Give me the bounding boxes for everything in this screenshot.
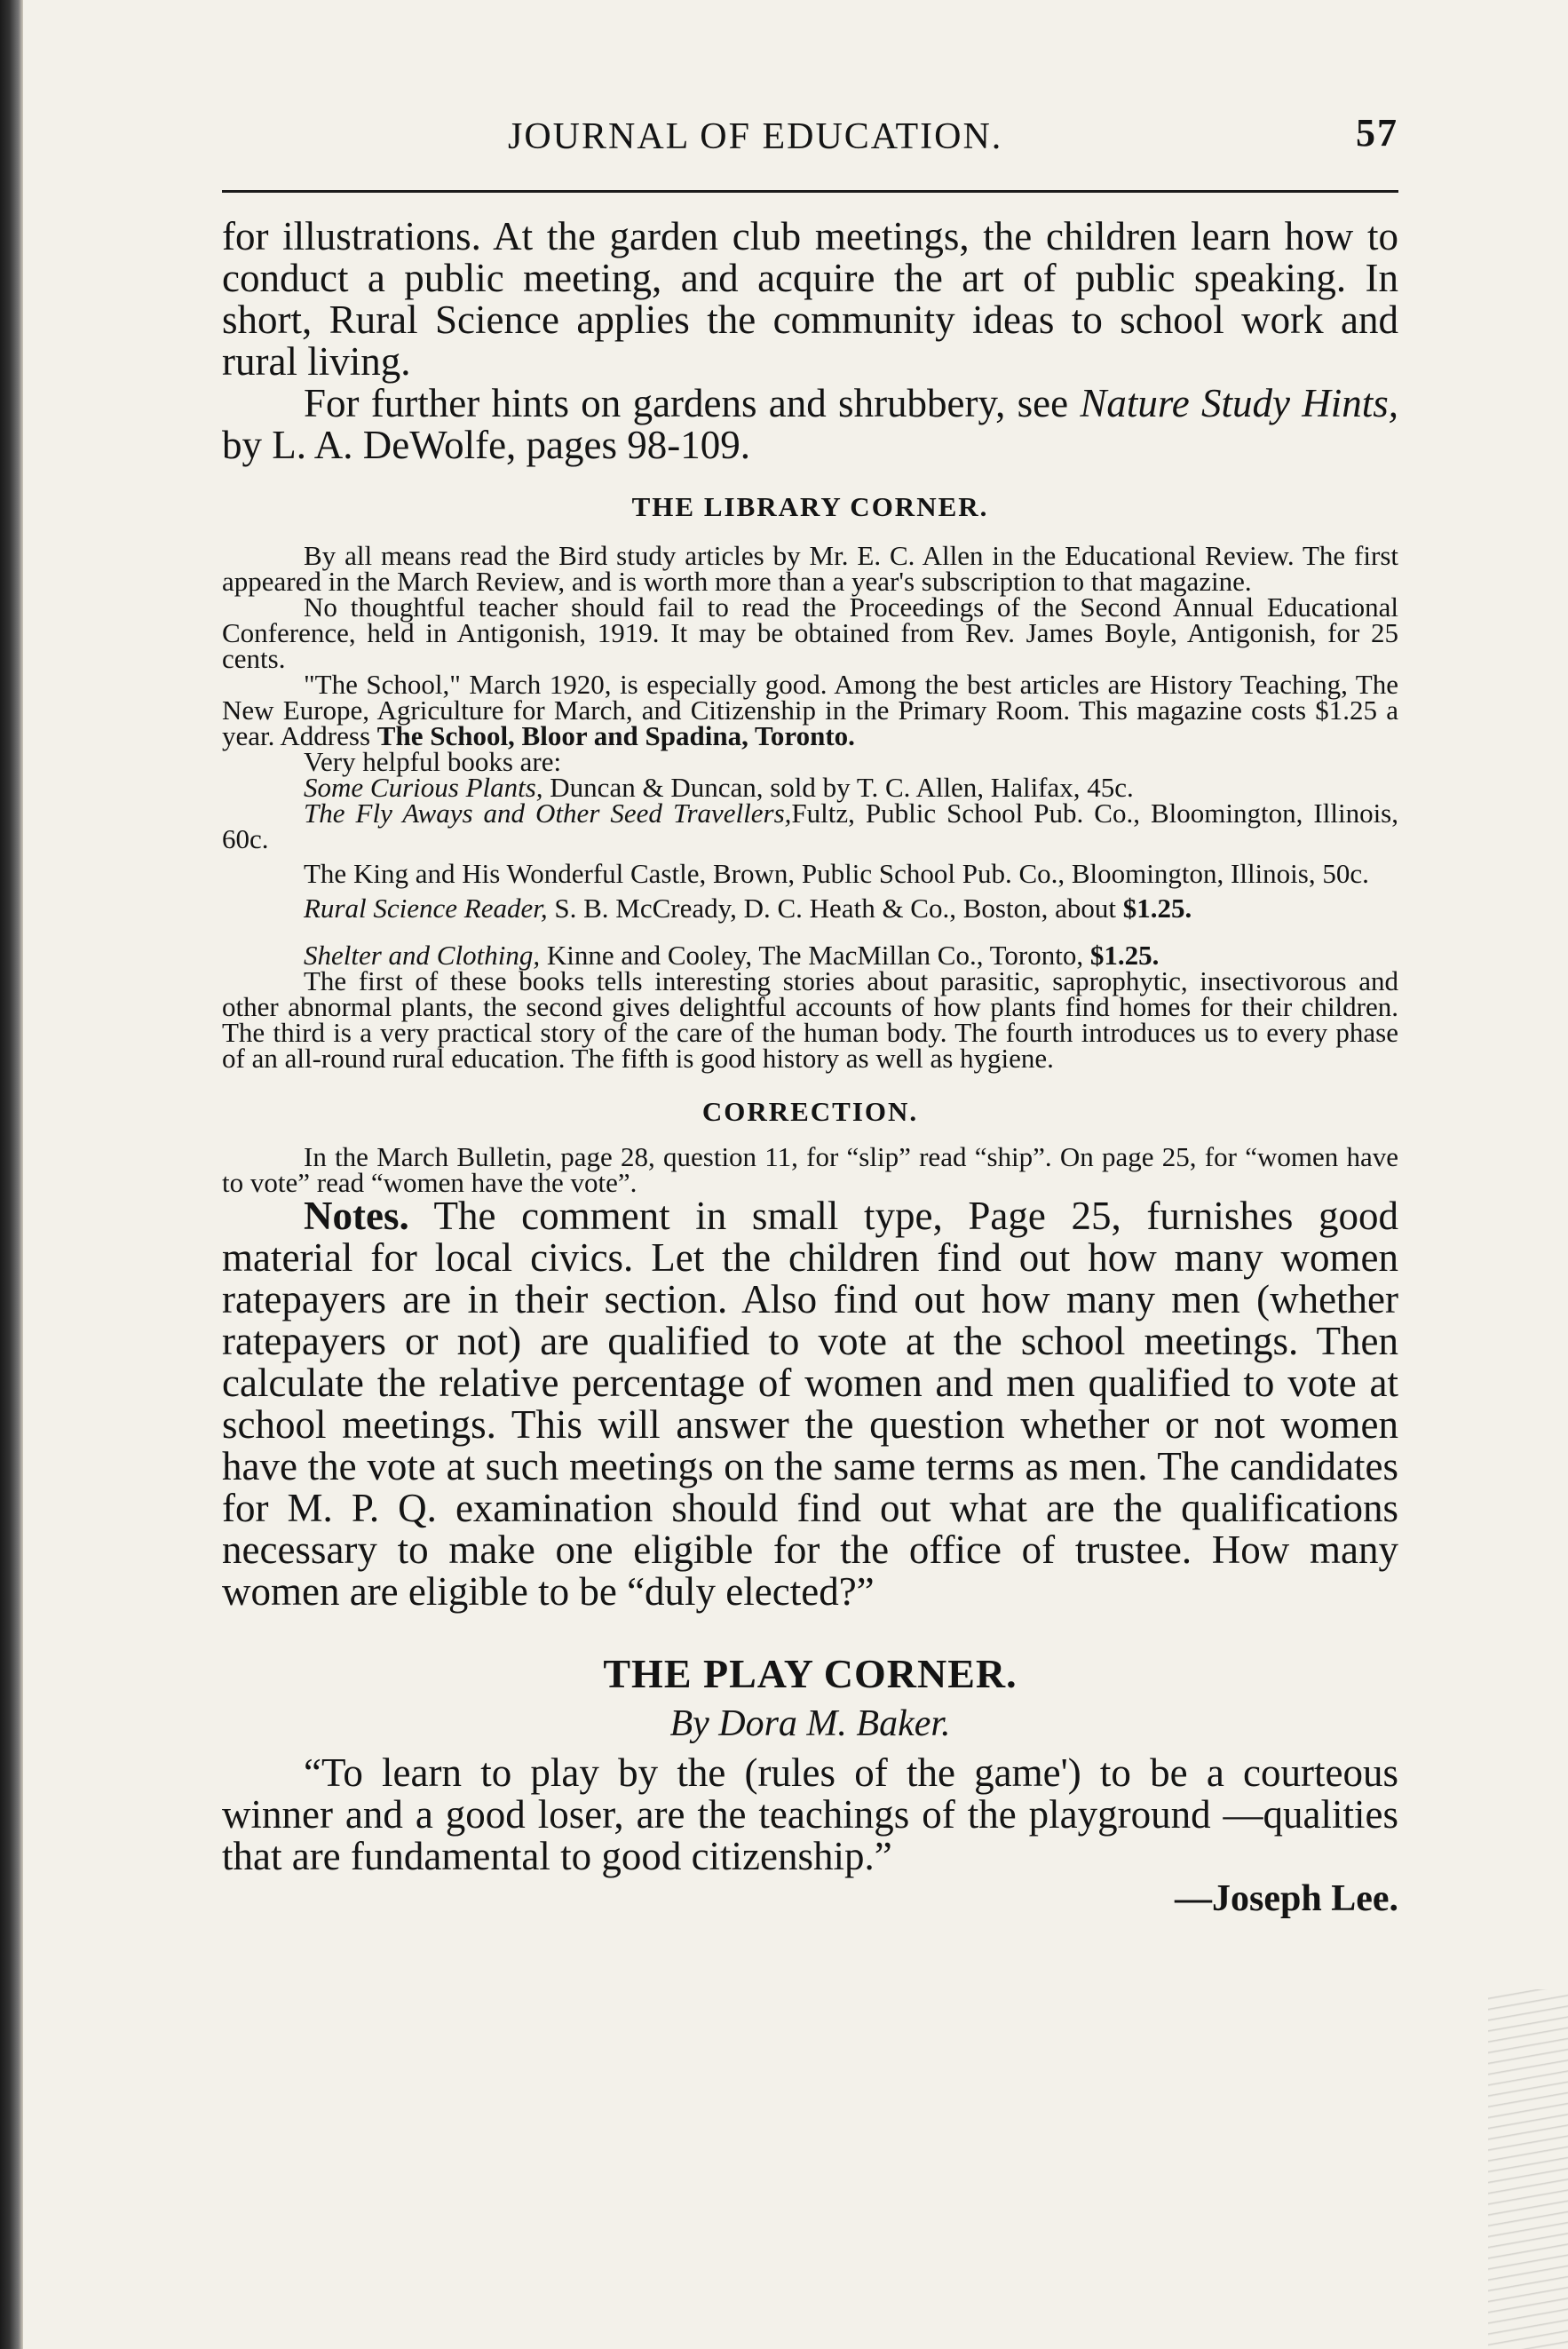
book-4-price: $1.25.	[1122, 893, 1192, 924]
book-1	[222, 772, 1398, 803]
library-paragraph-5: The first of these books tells interesting stories about parasitic, saprophytic, insectivorous and other abnormal plants, the second gives delightful accounts of how plants find homes for their children. The third is a very practical story of the care of the human body. The fourth introduces us to every phase of an all-round rural education. The fifth is good history as well as hygiene.	[222, 965, 1398, 1074]
book-spine-edge	[0, 0, 23, 2349]
book-2-title: The Fly Aways and Other Seed Travellers,	[304, 798, 792, 829]
play-corner-heading: THE PLAY CORNER.	[603, 1651, 1018, 1696]
book-5-title: Shelter and Clothing,	[304, 940, 541, 971]
library-p3-pre: "The School," March 1920, is especially good. Among the best articles are History Teaching, The New Europe, Agriculture for March, and Citizenship in the Primary Room. This magazine costs $1.25 a year. Address	[222, 669, 1398, 751]
book-2-details: Fultz, Public School Pub. Co., Bloomington, Illinois, 60c.	[222, 798, 1398, 854]
page-number: 57	[1356, 111, 1398, 155]
library-paragraph-1: By all means read the Bird study articles by Mr. E. C. Allen in the Educational Review. The first appeared in the March Review, and is worth more than a year's subscription to that magazine.	[222, 540, 1398, 597]
page-content	[222, 105, 1398, 1920]
page-edge-specks	[1488, 1989, 1568, 2349]
book-1-title: Some Curious Plants,	[304, 772, 543, 803]
notes-paragraph	[222, 1195, 1398, 1613]
intro-paragraph-2	[222, 383, 1398, 466]
book-4-details: S. B. McCready, D. C. Heath & Co., Boston, about	[547, 893, 1116, 924]
intro-p2-post: by L. A. DeWolfe, pages 98-109.	[222, 423, 750, 467]
library-paragraph-2: No thoughtful teacher should fail to read the Proceedings of the Second Annual Educational Conference, held in Antigonish, 1919. It may be obtained from Rev. James Boyle, Antigonish, for 25 cents.	[222, 591, 1398, 674]
book-1-details: Duncan & Duncan, sold by T. C. Allen, Halifax, 45c.	[542, 772, 1134, 803]
correction-heading: CORRECTION.	[701, 1096, 919, 1127]
book-5-price: $1.25.	[1089, 940, 1160, 971]
correction-paragraph: In the March Bulletin, page 28, question 11, for “slip” read “ship”. On page 25, for “women have to vote” read “women have the vote”.	[222, 1141, 1398, 1198]
intro-p2-italic: Nature Study Hints,	[1080, 381, 1398, 425]
running-head	[222, 105, 1398, 169]
book-3: The King and His Wonderful Castle, Brown, Public School Pub. Co., Bloomington, Illinois, 50c.	[304, 858, 1369, 889]
quote-attribution: —Joseph Lee.	[1175, 1878, 1398, 1919]
library-p3-address: The School, Bloor and Spadina, Toronto.	[376, 720, 855, 751]
notes-text: The comment in small type, Page 25, furnishes good material for local civics. Let the children find out how many women ratepayers are in their section. Also find out how many men (whether ratepayers or not) are qualified to vote at the school meetings. Then calculate the relative percentage of women and men qualified to vote at school meetings. This will answer the question whether or not women have the vote at such meetings on the same terms as men. The candidates for M. P. Q. examination should find out what are the qualifications necessary to make one eligible for the office of trustee. How many women are eligible to be “duly elected?”	[222, 1194, 1398, 1614]
intro-paragraph-1: for illustrations. At the garden club meetings, the children learn how to conduct a public meeting, and acquire the art of public speaking. In short, Rural Science applies the community ideas to school work and rural living.	[222, 214, 1398, 384]
journal-title: JOURNAL OF EDUCATION.	[508, 116, 1003, 157]
library-corner-heading: THE LIBRARY CORNER.	[631, 491, 989, 522]
notes-label: Notes.	[304, 1194, 409, 1238]
library-paragraph-3	[222, 671, 1398, 749]
play-corner-byline: By Dora M. Baker.	[669, 1703, 951, 1744]
book-4	[222, 893, 1398, 924]
intro-p2-pre: For further hints on gardens and shrubbery, see	[304, 381, 1081, 425]
book-2	[222, 800, 1398, 852]
book-4-title: Rural Science Reader,	[304, 893, 548, 924]
book-5-details: Kinne and Cooley, The MacMillan Co., Toronto,	[540, 940, 1090, 971]
play-corner-quote: “To learn to play by the (rules of the game') to be a courteous winner and a good loser, are the teachings of the playground —qualities that are fundamental to good citizenship.”	[222, 1750, 1398, 1878]
library-paragraph-4: Very helpful books are:	[304, 746, 562, 777]
book-5	[222, 940, 1398, 971]
